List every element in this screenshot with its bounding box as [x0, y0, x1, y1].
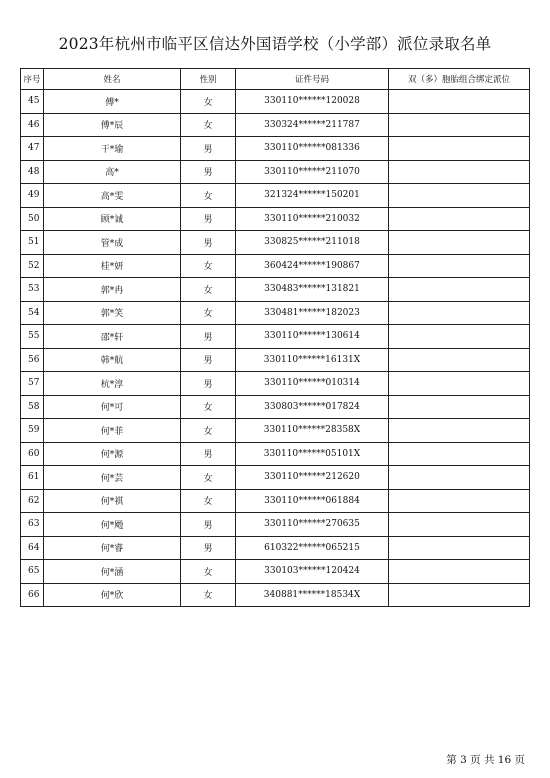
table-row	[21, 442, 530, 466]
cell-seq: 45	[21, 90, 44, 114]
cell-name: 何*可	[44, 395, 181, 419]
cell-twin	[389, 442, 530, 466]
cell-seq: 59	[21, 419, 44, 443]
cell-gender: 男	[181, 160, 236, 184]
cell-name: 何*涵	[44, 560, 181, 584]
cell-twin	[389, 207, 530, 231]
cell-seq: 61	[21, 466, 44, 490]
table-row	[21, 348, 530, 372]
cell-name: 郭*冉	[44, 278, 181, 302]
cell-twin	[389, 301, 530, 325]
cell-seq: 66	[21, 583, 44, 607]
cell-id: 330110******130614	[236, 325, 389, 349]
cell-id: 330110******05101X	[236, 442, 389, 466]
cell-seq: 57	[21, 372, 44, 396]
cell-gender: 男	[181, 207, 236, 231]
header-name: 姓名	[44, 69, 181, 90]
cell-gender: 男	[181, 536, 236, 560]
cell-id: 610322******065215	[236, 536, 389, 560]
cell-seq: 48	[21, 160, 44, 184]
cell-gender: 女	[181, 395, 236, 419]
table-row	[21, 419, 530, 443]
cell-twin	[389, 113, 530, 137]
cell-name: 何*飏	[44, 513, 181, 537]
cell-gender: 女	[181, 254, 236, 278]
cell-seq: 49	[21, 184, 44, 208]
cell-id: 340881******18534X	[236, 583, 389, 607]
cell-gender: 女	[181, 278, 236, 302]
cell-seq: 56	[21, 348, 44, 372]
cell-gender: 男	[181, 348, 236, 372]
cell-twin	[389, 278, 530, 302]
cell-name: 郭*笑	[44, 301, 181, 325]
cell-name: 干*瑜	[44, 137, 181, 161]
cell-name: 韩*航	[44, 348, 181, 372]
cell-id: 330110******010314	[236, 372, 389, 396]
cell-id: 360424******190867	[236, 254, 389, 278]
cell-name: 高*雯	[44, 184, 181, 208]
cell-seq: 63	[21, 513, 44, 537]
cell-name: 邵*轩	[44, 325, 181, 349]
cell-name: 何*欣	[44, 583, 181, 607]
cell-id: 330825******211018	[236, 231, 389, 255]
cell-id: 330110******28358X	[236, 419, 389, 443]
table-row	[21, 301, 530, 325]
cell-twin	[389, 536, 530, 560]
cell-seq: 52	[21, 254, 44, 278]
admission-table	[20, 68, 530, 607]
table-row	[21, 160, 530, 184]
table-row	[21, 325, 530, 349]
cell-seq: 62	[21, 489, 44, 513]
table-body	[21, 90, 530, 607]
cell-id: 330110******081336	[236, 137, 389, 161]
cell-name: 何*源	[44, 442, 181, 466]
cell-id: 330110******061884	[236, 489, 389, 513]
cell-seq: 46	[21, 113, 44, 137]
table-row	[21, 395, 530, 419]
cell-name: 傅*辰	[44, 113, 181, 137]
cell-gender: 女	[181, 466, 236, 490]
header-seq: 序号	[21, 69, 44, 90]
cell-name: 何*菲	[44, 419, 181, 443]
cell-twin	[389, 583, 530, 607]
cell-twin	[389, 466, 530, 490]
header-gender: 性别	[181, 69, 236, 90]
cell-id: 330324******211787	[236, 113, 389, 137]
cell-id: 330110******210032	[236, 207, 389, 231]
cell-gender: 男	[181, 372, 236, 396]
cell-id: 330103******120424	[236, 560, 389, 584]
cell-twin	[389, 560, 530, 584]
cell-gender: 女	[181, 90, 236, 114]
table-row	[21, 513, 530, 537]
cell-id: 330803******017824	[236, 395, 389, 419]
cell-twin	[389, 348, 530, 372]
cell-twin	[389, 231, 530, 255]
cell-twin	[389, 137, 530, 161]
cell-id: 330110******211070	[236, 160, 389, 184]
table-header-row	[21, 69, 530, 90]
table-row	[21, 372, 530, 396]
cell-gender: 女	[181, 301, 236, 325]
cell-id: 330483******131821	[236, 278, 389, 302]
cell-twin	[389, 395, 530, 419]
cell-seq: 50	[21, 207, 44, 231]
cell-seq: 60	[21, 442, 44, 466]
cell-gender: 女	[181, 583, 236, 607]
header-twin: 双（多）胞胎组合绑定派位	[389, 69, 530, 90]
cell-seq: 58	[21, 395, 44, 419]
cell-name: 顾*诚	[44, 207, 181, 231]
table-row	[21, 113, 530, 137]
table-row	[21, 207, 530, 231]
table-row	[21, 254, 530, 278]
cell-id: 330110******16131X	[236, 348, 389, 372]
table-row	[21, 560, 530, 584]
cell-gender: 男	[181, 325, 236, 349]
cell-id: 330110******212620	[236, 466, 389, 490]
cell-name: 高*	[44, 160, 181, 184]
cell-seq: 47	[21, 137, 44, 161]
cell-id: 330110******270635	[236, 513, 389, 537]
cell-seq: 55	[21, 325, 44, 349]
table-row	[21, 184, 530, 208]
cell-name: 管*成	[44, 231, 181, 255]
table-row	[21, 90, 530, 114]
page-title: 2023年杭州市临平区信达外国语学校（小学部）派位录取名单	[58, 35, 492, 53]
cell-seq: 53	[21, 278, 44, 302]
table-row	[21, 137, 530, 161]
cell-id: 330481******182023	[236, 301, 389, 325]
table-row	[21, 466, 530, 490]
cell-gender: 女	[181, 184, 236, 208]
cell-gender: 女	[181, 113, 236, 137]
cell-gender: 女	[181, 419, 236, 443]
cell-twin	[389, 513, 530, 537]
cell-gender: 男	[181, 442, 236, 466]
cell-gender: 女	[181, 560, 236, 584]
cell-twin	[389, 372, 530, 396]
table-row	[21, 536, 530, 560]
cell-seq: 64	[21, 536, 44, 560]
cell-twin	[389, 160, 530, 184]
table-row	[21, 231, 530, 255]
cell-twin	[389, 90, 530, 114]
cell-name: 何*芸	[44, 466, 181, 490]
header-id: 证件号码	[236, 69, 389, 90]
table-row	[21, 489, 530, 513]
cell-name: 傅*	[44, 90, 181, 114]
cell-gender: 男	[181, 137, 236, 161]
cell-name: 何*睿	[44, 536, 181, 560]
cell-twin	[389, 489, 530, 513]
cell-gender: 男	[181, 231, 236, 255]
cell-id: 321324******150201	[236, 184, 389, 208]
cell-name: 桂*妍	[44, 254, 181, 278]
table-row	[21, 278, 530, 302]
cell-name: 杭*淳	[44, 372, 181, 396]
cell-id: 330110******120028	[236, 90, 389, 114]
cell-twin	[389, 325, 530, 349]
cell-seq: 65	[21, 560, 44, 584]
cell-seq: 54	[21, 301, 44, 325]
cell-twin	[389, 184, 530, 208]
table-row	[21, 583, 530, 607]
cell-twin	[389, 419, 530, 443]
cell-gender: 女	[181, 489, 236, 513]
cell-gender: 男	[181, 513, 236, 537]
page-number: 第 3 页 共 16 页	[446, 754, 525, 766]
cell-seq: 51	[21, 231, 44, 255]
cell-name: 何*祺	[44, 489, 181, 513]
cell-twin	[389, 254, 530, 278]
